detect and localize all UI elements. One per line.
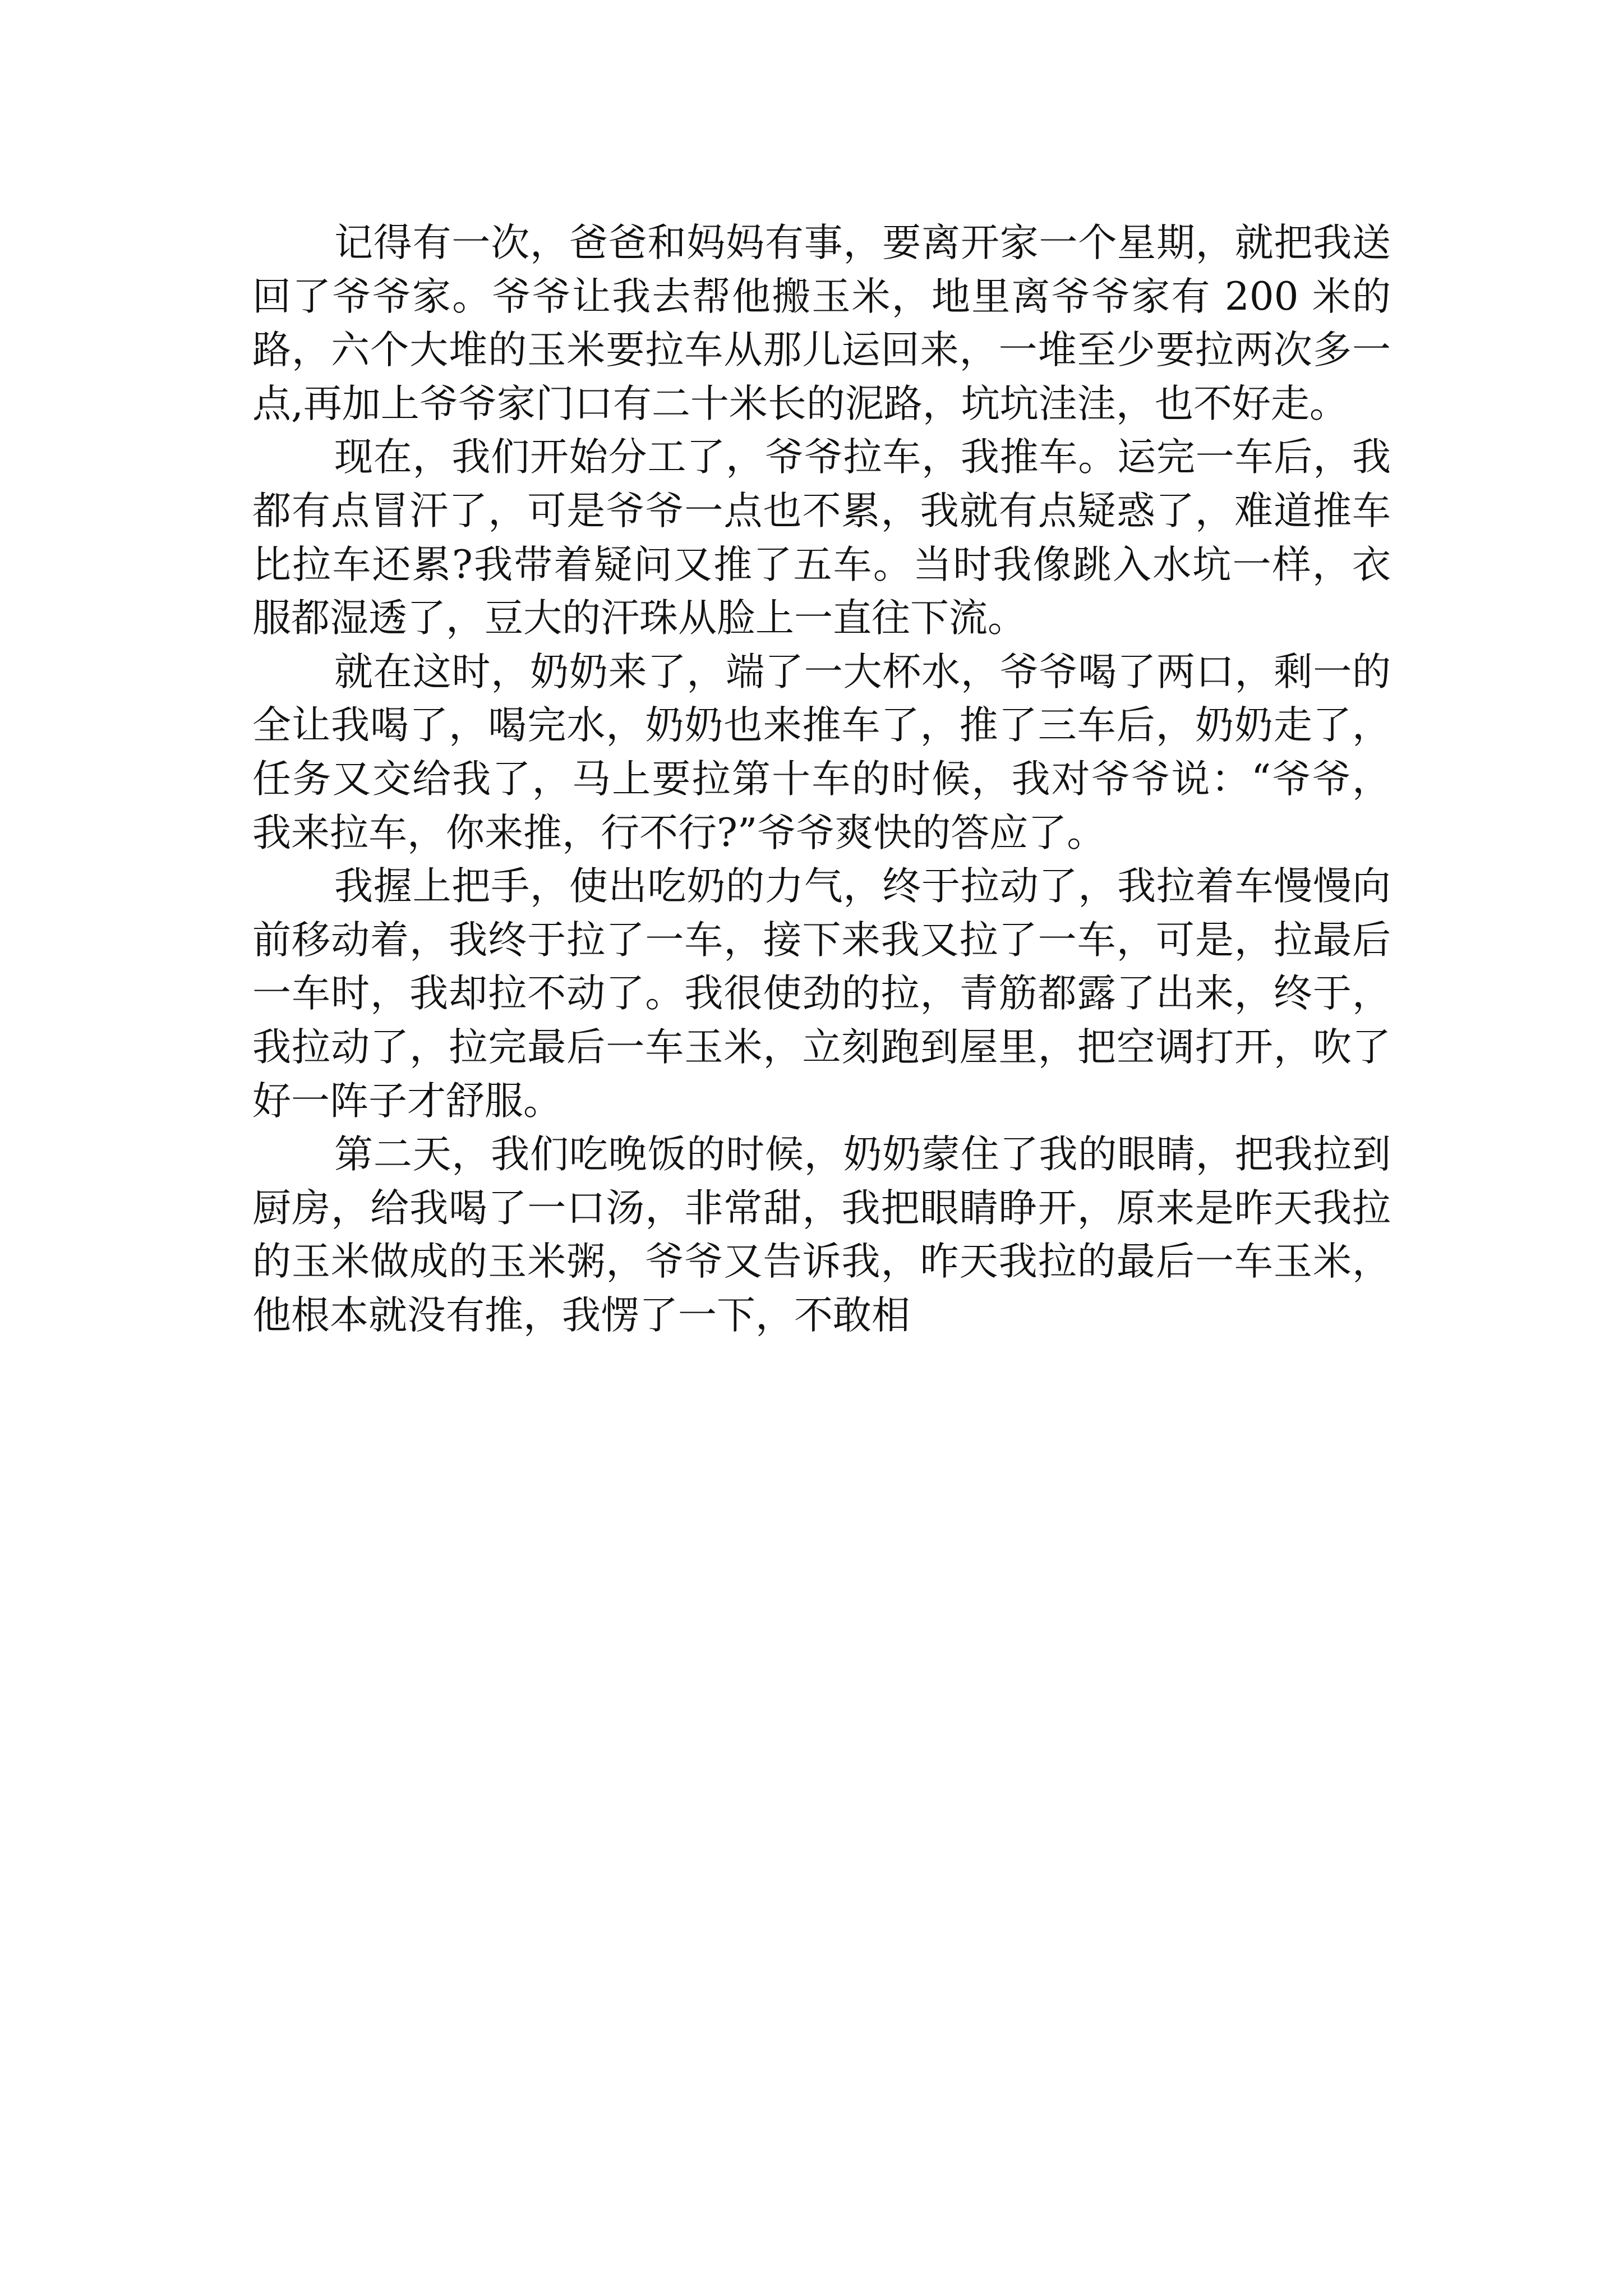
- paragraph-2: 现在，我们开始分工了，爷爷拉车，我推车。运完一车后，我都有点冒汗了，可是爷爷一点也不累，我就有点疑惑了，难道推车比拉车还累?我带着疑问又推了五车。当时我像跳入水坑一样，衣服都湿透了，豆大的汗珠从脸上一直往下流。: [252, 435, 1391, 641]
- essay-body: [252, 217, 1391, 1342]
- paragraph-5: 第二天，我们吃晚饭的时候，奶奶蒙住了我的眼睛，把我拉到厨房，给我喝了一口汤，非常甜，我把眼睛睁开，原来是昨天我拉的玉米做成的玉米粥，爷爷又告诉我，昨天我拉的最后一车玉米，他根本就没有推，我愣了一下，不敢相: [252, 1132, 1391, 1338]
- paragraph-4: 我握上把手，使出吃奶的力气，终于拉动了，我拉着车慢慢向前移动着，我终于拉了一车，接下来我又拉了一车，可是，拉最后一车时，我却拉不动了。我很使劲的拉，青筋都露了出来，终于，我拉动了，拉完最后一车玉米，立刻跑到屋里，把空调打开，吹了好一阵子才舒服。: [252, 864, 1391, 1124]
- paragraph-1: 记得有一次，爸爸和妈妈有事，要离开家一个星期，就把我送回了爷爷家。爷爷让我去帮他搬玉米，地里离爷爷家有 200 米的路，六个大堆的玉米要拉车从那儿运回来，一堆至少要拉两次多一点,再加上爷爷家门口有二十米长的泥路，坑坑洼洼，也不好走。: [252, 220, 1391, 426]
- paragraph-3: 就在这时，奶奶来了，端了一大杯水，爷爷喝了两口，剩一的全让我喝了，喝完水，奶奶也来推车了，推了三车后，奶奶走了，任务又交给我了，马上要拉第十车的时候，我对爷爷说：“爷爷，我来拉车，你来推，行不行?”爷爷爽快的答应了。: [252, 649, 1391, 855]
